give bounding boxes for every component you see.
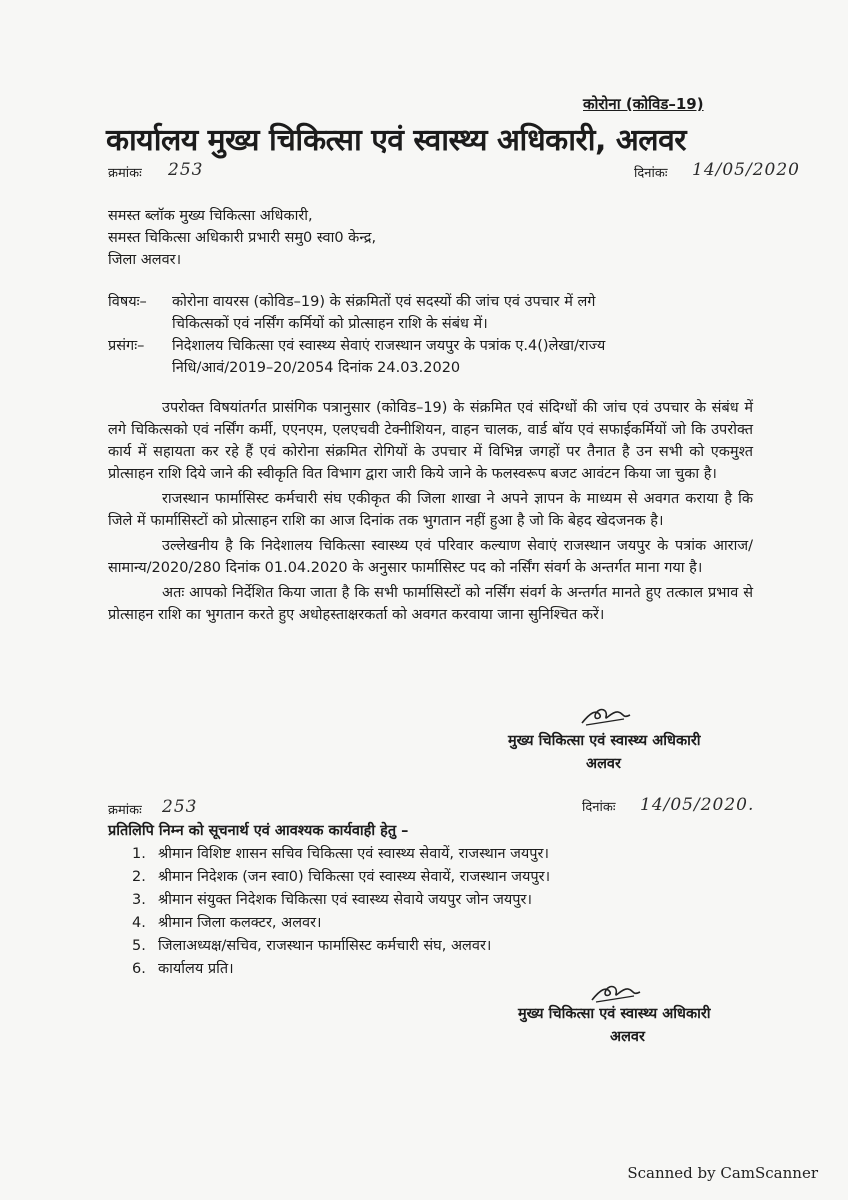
copy-list bbox=[132, 843, 550, 981]
kramank-label: क्रमांकः bbox=[108, 166, 142, 181]
copy-list-item: 1. श्रीमान विशिष्ट शासन सचिव चिकित्सा एवं स्वास्थ्य सेवायें, राजस्थान जयपुर। bbox=[132, 846, 549, 862]
copy-dinank-label: दिनांकः bbox=[582, 800, 616, 815]
reference-line: निधि/आवं/2019–20/2054 दिनांक 24.03.2020 bbox=[172, 360, 461, 376]
body-paragraph: अतः आपको निर्देशित किया जाता है कि सभी फार्मासिस्टों को नर्सिंग संवर्ग के अन्तर्गत मानते हुए तत्काल प्रभाव से प्रोत्साहन राशि का भुगतान करते हुए अधोहस्ताक्षरकर्ता को अवगत करवाया जाना सुनिश्चित करें। bbox=[108, 585, 753, 623]
addressee-line: समस्त ब्लॉक मुख्य चिकित्सा अधिकारी, bbox=[108, 208, 313, 224]
copy-kramank-label: क्रमांकः bbox=[108, 803, 142, 818]
signature-place: अलवर bbox=[586, 756, 621, 772]
subject-label: विषयः– bbox=[108, 294, 147, 310]
signature-mark bbox=[578, 703, 638, 729]
office-title: कार्यालय मुख्य चिकित्सा एवं स्वास्थ्य अधिकारी, अलवर bbox=[106, 123, 687, 158]
subject-line: चिकित्सकों एवं नर्सिंग कर्मियों को प्रोत्साहन राशि के संबंध में। bbox=[172, 316, 488, 332]
addressee-block bbox=[108, 205, 376, 271]
signature-place: अलवर bbox=[610, 1029, 645, 1045]
corona-label: कोरोना (कोविड–19) bbox=[583, 95, 704, 113]
copy-list-item: 2. श्रीमान निदेशक (जन स्वा0) चिकित्सा एवं स्वास्थ्य सेवायें, राजस्थान जयपुर। bbox=[132, 869, 551, 885]
copy-list-item: 4. श्रीमान जिला कलक्टर, अलवर। bbox=[132, 915, 322, 931]
copy-dinank-value: 14/05/2020. bbox=[640, 795, 755, 815]
copy-heading: प्रतिलिपि निम्न को सूचनार्थ एवं आवश्यक कार्यवाही हेतु – bbox=[108, 823, 409, 839]
addressee-line: जिला अलवर। bbox=[108, 252, 182, 268]
body-paragraph: राजस्थान फार्मासिस्ट कर्मचारी संघ एकीकृत की जिला शाखा ने अपने ज्ञापन के माध्यम से अवगत कराया है कि जिले में फार्मासिस्टों को प्रोत्साहन राशि का आज दिनांक तक भुगतान नहीं हुआ है जो कि बेहद खेदजनक है। bbox=[108, 491, 753, 529]
body-paragraph: उपरोक्त विषयांतर्गत प्रासंगिक पत्रानुसार (कोविड–19) के संक्रमित एवं संदिग्धों की जांच एवं उपचार के संबंध में लगे चिकित्सको एवं नर्सिंग कर्मी, एएनएम, एलएचवी टेक्नीशियन, वाहन चालक, वार्ड बॉय एवं सफाईकर्मियों जो कि उपरोक्त कार्य में सहायता कर रहे हैं एवं कोरोना संक्रमित रोगियों के उपचार में विभिन्न जगहों पर तैनात है उन सभी को एकमुश्त प्रोत्साहन राशि दिये जाने की स्वीकृति वित विभाग द्वारा जारी किये जाने के फलस्वरूप बजट आवंटन किया जा चुका है। bbox=[108, 400, 753, 482]
dinank-value: 14/05/2020 bbox=[692, 160, 800, 180]
body-paragraph: उल्लेखनीय है कि निदेशालय चिकित्सा स्वास्थ्य एवं परिवार कल्याण सेवाएं राजस्थान जयपुर के पत्रांक आराज/सामान्य/2020/280 दिनांक 01.04.2020 के अनुसार फार्मासिस्ट पद को नर्सिंग संवर्ग के अन्तर्गत माना गया है। bbox=[108, 538, 753, 576]
dinank-label: दिनांकः bbox=[634, 166, 668, 181]
signature-title: मुख्य चिकित्सा एवं स्वास्थ्य अधिकारी bbox=[508, 733, 701, 749]
signature-title: मुख्य चिकित्सा एवं स्वास्थ्य अधिकारी bbox=[518, 1006, 711, 1022]
reference-label: प्रसंगः– bbox=[108, 338, 145, 354]
addressee-line: समस्त चिकित्सा अधिकारी प्रभारी समु0 स्वा0 केन्द्र, bbox=[108, 230, 377, 246]
copy-kramank-value: 253 bbox=[162, 797, 198, 817]
copy-list-item: 3. श्रीमान संयुक्त निदेशक चिकित्सा एवं स्वास्थ्य सेवाये जयपुर जोन जयपुर। bbox=[132, 892, 532, 908]
copy-list-item: 6. कार्यालय प्रति। bbox=[132, 961, 234, 977]
copy-list-item: 5. जिलाअध्यक्ष/सचिव, राजस्थान फार्मासिस्ट कर्मचारी संघ, अलवर। bbox=[132, 938, 492, 954]
reference-line: निदेशालय चिकित्सा एवं स्वास्थ्य सेवाएं राजस्थान जयपुर के पत्रांक ए.4()लेखा/राज्य bbox=[172, 338, 606, 354]
scanner-watermark: Scanned by CamScanner bbox=[627, 1164, 818, 1182]
kramank-value: 253 bbox=[168, 160, 204, 180]
letter-body bbox=[108, 397, 753, 626]
subject-line: कोरोना वायरस (कोविड–19) के संक्रमितों एवं सदस्यों की जांच एवं उपचार में लगे bbox=[172, 294, 596, 310]
